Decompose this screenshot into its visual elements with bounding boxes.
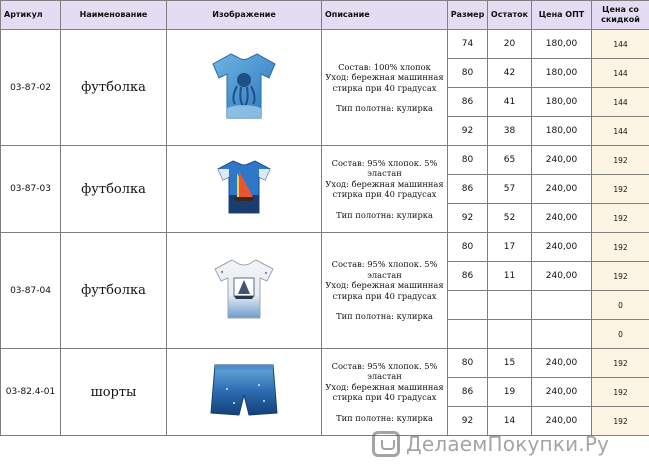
price-cell: [532, 291, 592, 320]
discount-price-cell: 192: [592, 175, 649, 204]
stock-cell: 20: [488, 30, 532, 59]
description-composition: Состав: 95% хлопок. 5% эластан: [331, 259, 438, 280]
stock-cell: 41: [488, 88, 532, 117]
product-image: [167, 146, 322, 233]
description-care: Уход: бережная машинная стирка при 40 градусах: [325, 178, 444, 200]
stock-cell: 19: [488, 378, 532, 407]
article-cell: 03-87-03: [1, 146, 61, 233]
product-image: [167, 349, 322, 436]
size-cell: 86: [448, 88, 488, 117]
shorts-blue-icon: [209, 406, 279, 425]
discount-price-cell: 192: [592, 349, 649, 378]
size-cell: 80: [448, 59, 488, 88]
size-cell: 74: [448, 30, 488, 59]
stock-cell: 17: [488, 233, 532, 262]
discount-price-cell: 192: [592, 146, 649, 175]
price-cell: 240,00: [532, 233, 592, 262]
watermark: [372, 430, 609, 458]
product-description: [322, 30, 448, 146]
discount-price-cell: 0: [592, 291, 649, 320]
price-cell: 240,00: [532, 378, 592, 407]
col-header-stock: Остаток: [488, 1, 532, 30]
discount-price-cell: 144: [592, 88, 649, 117]
tshirt-blue-octopus-icon: [209, 107, 279, 126]
discount-price-cell: 192: [592, 378, 649, 407]
size-cell: 92: [448, 407, 488, 436]
stock-cell: [488, 320, 532, 349]
discount-price-cell: 144: [592, 30, 649, 59]
description-fabric: Тип полотна: кулирка: [336, 412, 433, 423]
stock-cell: 14: [488, 407, 532, 436]
price-cell: 180,00: [532, 30, 592, 59]
stock-cell: 57: [488, 175, 532, 204]
size-cell: 80: [448, 146, 488, 175]
description-care: Уход: бережная машинная стирка при 40 градусах: [325, 381, 444, 403]
price-cell: 240,00: [532, 349, 592, 378]
discount-price-cell: 192: [592, 262, 649, 291]
price-cell: 240,00: [532, 407, 592, 436]
size-cell: 92: [448, 204, 488, 233]
header-row: [1, 1, 649, 30]
description-care: Уход: бережная машинная стирка при 40 градусах: [325, 72, 444, 93]
shopping-bag-logo-icon: [372, 431, 400, 457]
col-header-article: Артикул: [1, 1, 61, 30]
article-cell: 03-87-04: [1, 233, 61, 349]
table-row: [1, 30, 649, 59]
description-composition: Состав: 95% хлопок. 5% эластан: [331, 360, 438, 382]
description-composition: Состав: 95% хлопок. 5% эластан: [331, 157, 438, 179]
col-header-discount: Цена со скидкой: [592, 1, 649, 30]
price-cell: 240,00: [532, 175, 592, 204]
size-cell: [448, 320, 488, 349]
price-cell: 180,00: [532, 59, 592, 88]
discount-price-cell: 192: [592, 407, 649, 436]
price-cell: 240,00: [532, 146, 592, 175]
price-cell: 240,00: [532, 204, 592, 233]
description-care: Уход: бережная машинная стирка при 40 градусах: [325, 280, 444, 301]
product-name: футболка: [61, 146, 167, 233]
description-composition: Состав: 100% хлопок: [338, 61, 431, 72]
col-header-image: Изображение: [167, 1, 322, 30]
stock-cell: [488, 291, 532, 320]
table-row: [1, 233, 649, 262]
product-image: [167, 233, 322, 349]
col-header-price: Цена ОПТ: [532, 1, 592, 30]
size-cell: [448, 291, 488, 320]
product-name: футболка: [61, 233, 167, 349]
price-cell: [532, 320, 592, 349]
product-name: футболка: [61, 30, 167, 146]
description-fabric: Тип полотна: кулирка: [336, 311, 433, 322]
article-cell: 03-87-02: [1, 30, 61, 146]
size-cell: 86: [448, 175, 488, 204]
stock-cell: 52: [488, 204, 532, 233]
discount-price-cell: 0: [592, 320, 649, 349]
col-header-name: Наименование: [61, 1, 167, 30]
size-cell: 92: [448, 117, 488, 146]
size-cell: 86: [448, 262, 488, 291]
stock-cell: 15: [488, 349, 532, 378]
description-fabric: Тип полотна: кулирка: [336, 103, 433, 113]
stock-cell: 38: [488, 117, 532, 146]
col-header-description: Описание: [322, 1, 448, 30]
price-cell: 180,00: [532, 88, 592, 117]
price-cell: 240,00: [532, 262, 592, 291]
discount-price-cell: 192: [592, 204, 649, 233]
article-cell: 03-82.4-01: [1, 349, 61, 436]
product-description: [322, 349, 448, 436]
discount-price-cell: 144: [592, 117, 649, 146]
size-cell: 80: [448, 349, 488, 378]
size-cell: 80: [448, 233, 488, 262]
description-fabric: Тип полотна: кулирка: [336, 209, 433, 220]
size-cell: 86: [448, 378, 488, 407]
product-name: шорты: [61, 349, 167, 436]
table-row: [1, 146, 649, 175]
discount-price-cell: 144: [592, 59, 649, 88]
product-description: [322, 233, 448, 349]
col-header-size: Размер: [448, 1, 488, 30]
table-row: [1, 349, 649, 378]
discount-price-cell: 192: [592, 233, 649, 262]
stock-cell: 11: [488, 262, 532, 291]
product-description: [322, 146, 448, 233]
tshirt-white-ship-icon: [212, 307, 276, 326]
watermark-text: ДелаемПокупки.Ру: [406, 432, 610, 456]
product-image: [167, 30, 322, 146]
stock-cell: 42: [488, 59, 532, 88]
stock-cell: 65: [488, 146, 532, 175]
tshirt-sailboat-icon: [215, 202, 273, 221]
price-cell: 180,00: [532, 117, 592, 146]
